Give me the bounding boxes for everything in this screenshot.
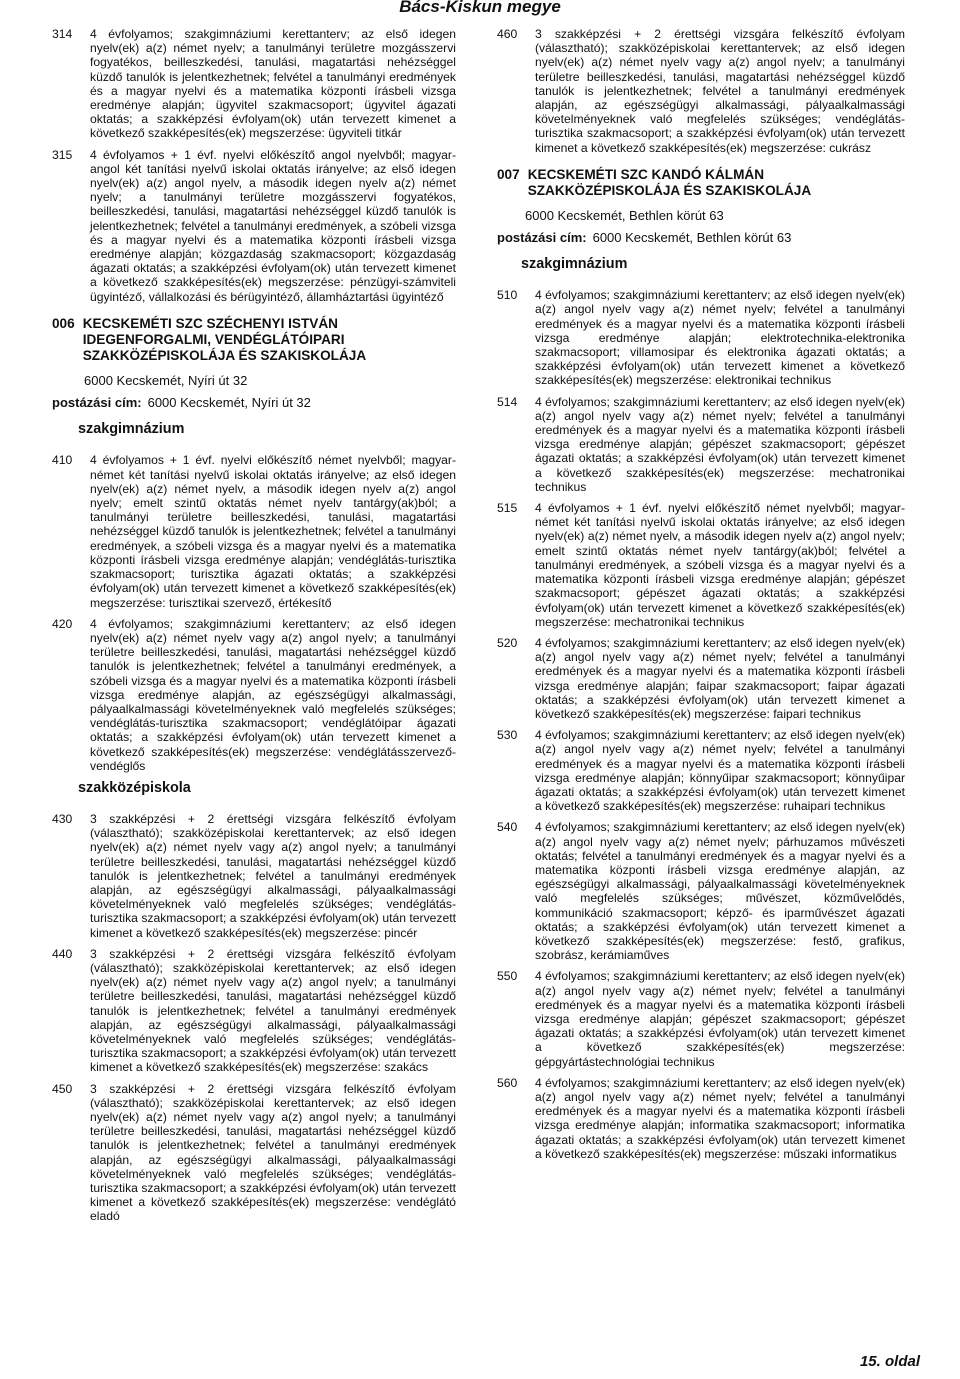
category-heading: szakgimnázium — [521, 256, 628, 273]
program-code: 540 — [497, 820, 518, 835]
school-address: 6000 Kecskemét, Nyíri út 32 — [84, 373, 248, 389]
school-code: 006 — [52, 315, 75, 331]
program-code: 514 — [497, 394, 518, 409]
program-code: 460 — [497, 27, 518, 41]
school-code: 007 — [497, 166, 520, 182]
postal-value: 6000 Kecskemét, Bethlen körút 63 — [592, 230, 792, 246]
program-entry — [52, 947, 456, 1075]
school-name-line: IDEGENFORGALMI, VENDÉGLÁTÓIPARI — [82, 332, 345, 348]
program-code: 410 — [52, 453, 73, 468]
program-entry — [497, 728, 905, 813]
program-entry — [497, 820, 905, 962]
postal-label: postázási cím: — [497, 230, 587, 246]
postal-label: postázási cím: — [52, 395, 142, 411]
school-name-line: KECSKEMÉTI SZC SZÉCHENYI ISTVÁN — [82, 315, 338, 331]
program-code: 430 — [52, 811, 73, 826]
program-entry — [52, 453, 456, 609]
program-entry — [497, 395, 905, 494]
program-entry — [497, 969, 905, 1068]
program-entry — [497, 288, 905, 387]
school-heading — [52, 316, 456, 365]
program-description: 3 szakképzési + 2 érettségi vizsgára felkészítő évfolyam (választható); szakközépiskolai kerettantervek; az első idegen nyelv(ek) a(z) német nyelv vagy a(z) angol nyelv; a tanulmányi területre beilleszkedési, tanulási, magatartási nehézséggel küzdő tanulók is jelentkezhetnek; felvétel a tanulmányi eredmények alapján, az egészségügyi alkalmassági, pályaalkalmassági követelményeknek való megfelelés szükséges; vendéglátás-turisztika szakmacsoport; a szakképzési évfolyam(ok) után tervezett kimenet a következő szakképesítés(ek) megszerzése: vendéglátó eladó — [90, 1081, 456, 1224]
program-entry — [52, 617, 456, 773]
program-entry — [497, 501, 905, 629]
program-code: 420 — [52, 616, 73, 631]
program-entry — [497, 636, 905, 721]
program-description: 4 évfolyamos; szakgimnáziumi kerettanterv; az első idegen nyelv(ek) a(z) angol nyelv vagy a(z) német nyelv; felvétel a tanulmányi eredmények és a magyar nyelvi és a matematika központi írásbeli vizsga eredménye alapján; gépészet szakmacsoport; gépészet ágazati oktatás; a szakképzési évfolyam(ok) után tervezett kimenet a következő szakképesítés(ek) megszerzése: mechatronikai technikus — [535, 394, 905, 494]
right-column — [497, 27, 905, 1168]
program-code: 510 — [497, 288, 518, 303]
program-description: 4 évfolyamos + 1 évf. nyelvi előkészítő német nyelvből; magyar-német két tanítási nyelvű iskolai oktatás irányelve; az első idegen nyelv(ek) a(z) német nyelv, a második idegen nyelv a(z) angol nyelv; emelt szintű oktatás német nyelv tantárgy(ak)ból; felvétel a tanulmányi eredmények, a szóbeli vizsga és a magyar nyelvi és a matematika központi írásbeli vizsga eredménye alapján; gépészet szakmacsoport; gépészet ágazati oktatás; a szakképzési évfolyam(ok) után tervezett kimenet a következő szakképesítés(ek) megszerzése: mechatronikai technikus — [535, 501, 905, 629]
school-heading — [497, 167, 905, 199]
program-code: 450 — [52, 1081, 73, 1096]
category-heading: szakgimnázium — [78, 421, 185, 438]
program-code: 440 — [52, 946, 73, 961]
program-description: 4 évfolyamos; szakgimnáziumi kerettanterv; az első idegen nyelv(ek) a(z) angol nyelv vagy a(z) német nyelv; felvétel a tanulmányi eredmények és a magyar nyelvi és a matematika központi írásbeli vizsga eredménye alapján; informatika szakmacsoport; informatika ágazati oktatás; a szakképzési évfolyam(ok) után tervezett kimenet a következő szakképesítés(ek) megszerzése: műszaki informatikus — [535, 1075, 905, 1161]
program-description: 4 évfolyamos; szakgimnáziumi kerettanterv; az első idegen nyelv(ek) a(z) angol nyelv vagy a(z) német nyelv; felvétel a tanulmányi eredmények és a magyar nyelvi és a matematika központi írásbeli vizsga eredménye alapján; elektrotechnika-elektronika szakmacsoport; villamosipar és elektronika ágazati oktatás; a szakképzési évfolyam(ok) után tervezett kimenet a következő szakképesítés(ek) megszerzése: elektronikai technikus — [535, 288, 905, 388]
program-description: 4 évfolyamos; szakgimnáziumi kerettanterv; az első idegen nyelv(ek) a(z) német nyelv vagy a(z) angol nyelv; a tanulmányi területre beilleszkedési, tanulási, magatartási nehézséggel küzdő tanulók is jelentkezhetnek; felvétel a tanulmányi eredmények, a szóbeli vizsga és a magyar nyelvi és a matematika központi írásbeli vizsga eredménye alapján, az egészségügyi alkalmassági, pályaalkalmassági követelményeknek való megfelelés szükséges; vendéglátás-turisztika szakmacsoport; vendéglátóipar ágazati oktatás; a szakképzési évfolyam(ok) után tervezett kimenet a következő szakképesítés(ek) megszerzése: vendéglátásszervező-vendéglős — [90, 616, 456, 773]
program-description: 4 évfolyamos; szakgimnáziumi kerettanterv; az első idegen nyelv(ek) a(z) angol nyelv vagy a(z) német nyelv; felvétel a tanulmányi eredmények és a magyar nyelvi és a matematika központi írásbeli vizsga eredménye alapján; faipar szakmacsoport; faipar ágazati oktatás; a szakképzési évfolyam(ok) után tervezett kimenet a következő szakképesítés(ek) megszerzése: faipari technikus — [535, 635, 905, 721]
left-column — [52, 27, 456, 1231]
program-entry — [52, 1082, 456, 1224]
program-description: 3 szakképzési + 2 érettségi vizsgára felkészítő évfolyam (választható); szakközépiskolai kerettantervek; az első idegen nyelv(ek) a(z) német nyelv vagy a(z) angol nyelv; a tanulmányi területre beilleszkedési, tanulási, magatartási nehézséggel küzdő tanulók is jelentkezhetnek; felvétel a tanulmányi eredmények alapján, az egészségügyi alkalmassági, pályaalkalmassági követelményeknek való megfelelés szükséges; vendéglátás-turisztika szakmacsoport; a szakképzési évfolyam(ok) után tervezett kimenet a következő szakképesítés(ek) megszerzése: szakács — [90, 946, 456, 1075]
program-entry — [52, 27, 456, 141]
program-description: 4 évfolyamos + 1 évf. nyelvi előkészítő német nyelvből; magyar-német két tanítási nyelvű iskolai oktatás irányelve; az első idegen nyelv(ek) a(z) német nyelv, a második idegen nyelv a(z) angol nyelv; emelt szintű oktatás német nyelv tantárgy(ak)ból; a tanulmányi területre beilleszkedési, tanulási, magatartási nehézséggel küzdő tanulók is jelentkezhetnek; felvétel a tanulmányi eredmények, a szóbeli vizsga és a magyar nyelvi és a matematika központi írásbeli vizsga eredménye alapján; vendéglátás-turisztika szakmacsoport; turisztika ágazati oktatás; a szakképzési évfolyam(ok) után tervezett kimenet a következő szakképesítés(ek) megszerzése: turisztikai szervező, értékesítő — [90, 453, 456, 610]
program-code: 550 — [497, 969, 518, 984]
program-description: 3 szakképzési + 2 érettségi vizsgára felkészítő évfolyam (választható); szakközépiskolai kerettantervek; az első idegen nyelv(ek) a(z) német nyelv vagy a(z) angol nyelv; a tanulmányi területre beilleszkedési, tanulási, magatartási nehézséggel küzdő tanulók is jelentkezhetnek; felvétel a tanulmányi eredmények alapján, az egészségügyi alkalmassági, pályaalkalmassági követelményeknek való megfelelés szükséges; vendéglátás-turisztika szakmacsoport; a szakképzési évfolyam(ok) után tervezett kimenet a következő szakképesítés(ek) megszerzése: cukrász — [535, 27, 905, 155]
program-code: 314 — [52, 27, 73, 41]
program-entry — [52, 148, 456, 304]
program-code: 520 — [497, 635, 518, 650]
program-code: 315 — [52, 147, 73, 162]
program-entry — [497, 1076, 905, 1161]
category-heading: szakközépiskola — [78, 779, 191, 796]
program-description: 4 évfolyamos + 1 évf. nyelvi előkészítő angol nyelvből; magyar-angol két tanítási nyelvű iskolai oktatás irányelve; az első idegen nyelv(ek) a(z) angol nyelv, a második idegen nyelv a(z) német nyelv; a tanulmányi területre mozgásszervi fogyatékos, beilleszkedési, tanulási, magatartási nehézséggel küzdő tanulók is jelentkezhetnek; felvétel a tanulmányi eredmények, a szóbeli vizsga és a magyar nyelvi és a matematika központi írásbeli vizsga eredménye alapján; közgazdaság szakmacsoport; közgazdaság ágazati oktatás; a szakképzési évfolyam(ok) után tervezett kimenet a következő szakképesítés(ek) megszerzése: pénzügyi-számviteli ügyintéző, vállalkozási és bérügyintéző, államháztartási ügyintéző — [90, 147, 456, 304]
page-number: 15. oldal — [859, 1353, 920, 1370]
postal-address — [52, 395, 456, 410]
postal-address — [497, 230, 905, 245]
program-entry — [52, 812, 456, 940]
program-entry — [497, 27, 905, 155]
school-name-line: SZAKKÖZÉPISKOLÁJA ÉS SZAKISKOLÁJA — [82, 348, 367, 364]
program-code: 560 — [497, 1075, 518, 1090]
program-description: 4 évfolyamos; szakgimnáziumi kerettanterv; az első idegen nyelv(ek) a(z) angol nyelv vagy a(z) német nyelv; felvétel a tanulmányi eredmények és a magyar nyelvi és a matematika központi írásbeli vizsga eredménye alapján; gépészet szakmacsoport; gépészet ágazati oktatás; a szakképzési évfolyam(ok) után tervezett kimenet a következő szakképesítés(ek) megszerzése: gépgyártástechnológiai technikus — [535, 969, 905, 1069]
school-name-line: KECSKEMÉTI SZC KANDÓ KÁLMÁN — [527, 166, 765, 182]
program-description: 4 évfolyamos; szakgimnáziumi kerettanterv; az első idegen nyelv(ek) a(z) angol nyelv vagy a(z) német nyelv; felvétel a tanulmányi eredmények és a magyar nyelvi és a matematika központi írásbeli vizsga eredménye alapján; könnyűipar szakmacsoport; könnyűipar ágazati oktatás; a szakképzési évfolyam(ok) után tervezett kimenet a következő szakképesítés(ek) megszerzése: ruhaipari technikus — [535, 728, 905, 814]
program-description: 3 szakképzési + 2 érettségi vizsgára felkészítő évfolyam (választható); szakközépiskolai kerettantervek; az első idegen nyelv(ek) a(z) német nyelv vagy a(z) angol nyelv; a tanulmányi területre beilleszkedési, tanulási, magatartási nehézséggel küzdő tanulók is jelentkezhetnek; felvétel a tanulmányi eredmények alapján, az egészségügyi alkalmassági, pályaalkalmassági követelményeknek való megfelelés szükséges; vendéglátás-turisztika szakmacsoport; a szakképzési évfolyam(ok) után tervezett kimenet a következő szakképesítés(ek) megszerzése: pincér — [90, 811, 456, 940]
school-address: 6000 Kecskemét, Bethlen körút 63 — [525, 208, 724, 224]
program-description: 4 évfolyamos; szakgimnáziumi kerettanterv; az első idegen nyelv(ek) a(z) angol nyelv vagy a(z) német nyelv; párhuzamos művészeti oktatás; felvétel a tanulmányi eredmények és a magyar nyelvi és a matematika központi írásbeli vizsga eredménye alapján, az egészségügyi alkalmassági, pályaalkalmassági követelményeknek való megfelelés szükséges; művészet, közművelődés, kommunikáció szakmacsoport; képző- és iparművészet ágazati oktatás; a szakképzési évfolyam(ok) után tervezett kimenet a következő szakképesítés(ek) megszerzése: festő, grafikus, szobrász, kerámiaműves — [535, 820, 905, 963]
program-code: 515 — [497, 501, 518, 516]
school-name-line: SZAKKÖZÉPISKOLÁJA ÉS SZAKISKOLÁJA — [527, 183, 812, 199]
postal-value: 6000 Kecskemét, Nyíri út 32 — [147, 395, 311, 411]
program-code: 530 — [497, 728, 518, 743]
program-description: 4 évfolyamos; szakgimnáziumi kerettanterv; az első idegen nyelv(ek) a(z) német nyelv; a tanulmányi területre mozgásszervi fogyatékos, beilleszkedési, tanulási, magatartási nehézséggel küzdő tanulók is jelentkezhetnek; felvétel a tanulmányi eredmények és a magyar nyelvi és a matematika központi írásbeli vizsga eredménye alapján; ügyvitel szakmacsoport; ügyvitel ágazati oktatás; a szakképzési évfolyam(ok) után tervezett kimenet a következő szakképesítés(ek) megszerzése: ügyviteli titkár — [90, 27, 456, 141]
page-header-title: Bács-Kiskun megye — [399, 0, 561, 16]
